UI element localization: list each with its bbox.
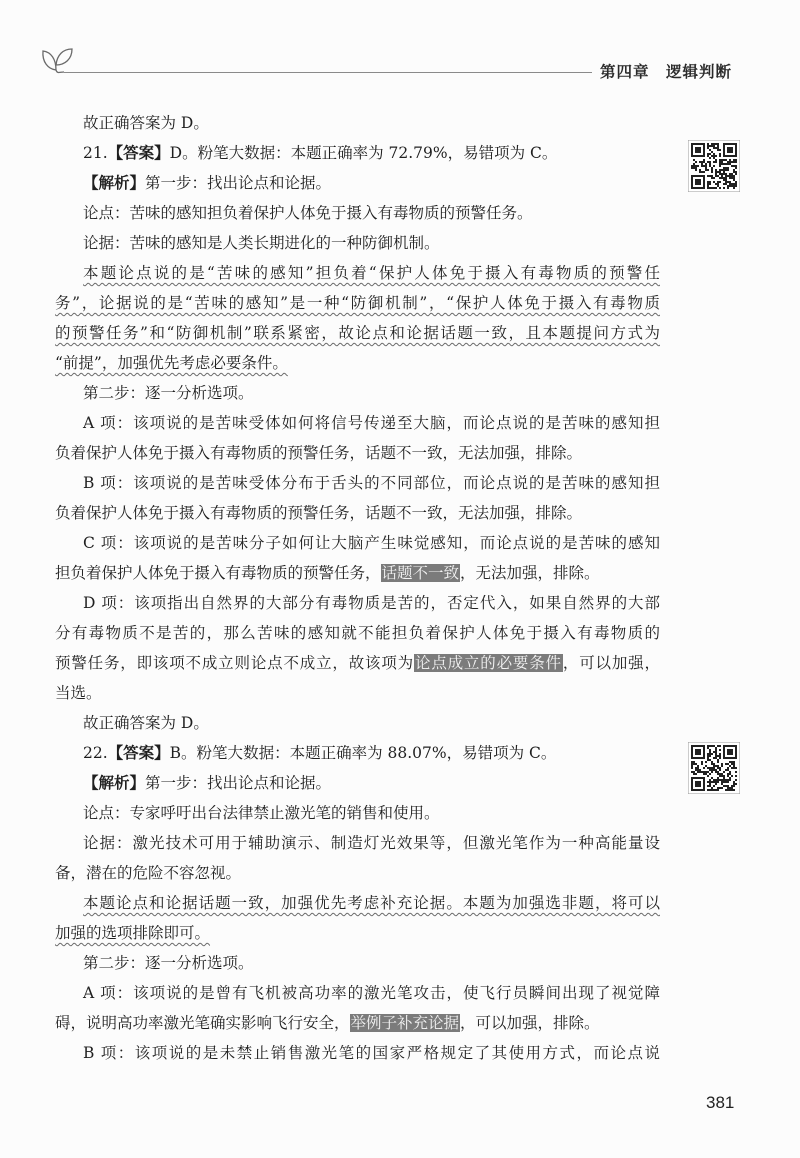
q22-summary-line bbox=[55, 888, 660, 918]
q21-answer-line bbox=[55, 138, 660, 168]
q22-answer-text: B。粉笔大数据：本题正确率为 88.07%，易错项为 C。 bbox=[169, 744, 557, 762]
q22-summary-line bbox=[55, 918, 660, 948]
q21-summary-text: 本题论点说的是“苦味的感知”担负着“保护人体免于摄入有毒物质的预警任 bbox=[83, 264, 660, 282]
q21-option-d-line bbox=[55, 648, 660, 678]
q22-option-a-text: ，可以加强，排除。 bbox=[460, 1014, 600, 1032]
q22-step2: 第二步：逐一分析选项。 bbox=[83, 954, 254, 972]
q22-step1: 第一步：找出论点和论据。 bbox=[145, 774, 332, 792]
q21-option-d-line: D 项：该项指出自然界的大部分有毒物质是苦的，否定代入，如果自然界的大部 bbox=[83, 594, 660, 612]
q21-option-b-line: 负着保护人体免于摄入有毒物质的预警任务，话题不一致，无法加强，排除。 bbox=[55, 504, 583, 522]
q21-argument: 论点：苦味的感知担负着保护人体免于摄入有毒物质的预警任务。 bbox=[83, 204, 533, 222]
q21-option-d-text: 预警任务，即该项不成立则论点不成立，故该项为 bbox=[55, 654, 415, 672]
q22-evidence-line: 备，潜在的危险不容忽视。 bbox=[55, 864, 242, 882]
q21-option-c-text: ，无法加强，排除。 bbox=[460, 564, 600, 582]
analysis-label: 【解析】 bbox=[83, 173, 146, 192]
prev-conclusion: 故正确答案为 D。 bbox=[83, 114, 209, 132]
q21-option-c-text: 担负着保护人体免于摄入有毒物质的预警任务， bbox=[55, 564, 381, 582]
q21-option-d-line: 当选。 bbox=[55, 684, 102, 702]
sprout-icon bbox=[36, 40, 76, 80]
body-text bbox=[55, 108, 660, 1068]
q21-summary-line bbox=[55, 318, 660, 348]
answer-label: 【答案】 bbox=[107, 143, 170, 162]
qr-code bbox=[688, 140, 740, 192]
highlight-mark: 话题不一致 bbox=[381, 564, 460, 582]
q21-step1: 第一步：找出论点和论据。 bbox=[145, 174, 332, 192]
q21-option-d-line: 分有毒物质不是苦的，那么苦味的感知就不能担负着保护人体免于摄入有毒物质的 bbox=[55, 624, 660, 642]
chapter-title: 第四章 逻辑判断 bbox=[600, 63, 733, 81]
qr-code bbox=[688, 742, 740, 794]
q21-option-a-line: 负着保护人体免于摄入有毒物质的预警任务，话题不一致，无法加强，排除。 bbox=[55, 444, 583, 462]
q21-conclusion: 故正确答案为 D。 bbox=[83, 714, 209, 732]
q22-summary-text: 加强的选项排除即可。 bbox=[55, 924, 211, 942]
q22-option-a-line: A 项：该项说的是曾有飞机被高功率的激光笔攻击，使飞行员瞬间出现了视觉障 bbox=[83, 984, 660, 1002]
q21-summary-text: “前提”，加强优先考虑必要条件。 bbox=[55, 354, 288, 372]
analysis-label: 【解析】 bbox=[83, 773, 146, 792]
q21-step2: 第二步：逐一分析选项。 bbox=[83, 384, 254, 402]
q21-summary-text: 的预警任务”和“防御机制”联系紧密，故论点和论据话题一致，且本题提问方式为 bbox=[55, 324, 660, 342]
q21-summary-text: 务”，论据说的是“苦味的感知”是一种“防御机制”，“保护人体免于摄入有毒物质 bbox=[55, 294, 660, 312]
q21-summary-line bbox=[55, 348, 660, 378]
highlight-mark: 论点成立的必要条件 bbox=[415, 654, 562, 672]
q22-summary-text: 本题论点和论据话题一致，加强优先考虑补充论据。本题为加强选非题，将可以 bbox=[83, 894, 660, 912]
highlight-mark: 举例子补充论据 bbox=[350, 1014, 460, 1032]
q21-option-b-line: B 项：该项说的是苦味受体分布于舌头的不同部位，而论点说的是苦味的感知担 bbox=[83, 474, 660, 492]
q22-option-b-line: B 项：该项说的是未禁止销售激光笔的国家严格规定了其使用方式，而论点说 bbox=[83, 1044, 660, 1062]
q22-argument: 论点：专家呼吁出台法律禁止激光笔的销售和使用。 bbox=[83, 804, 440, 822]
header-rule bbox=[64, 72, 592, 73]
q22-evidence-line: 论据：激光技术可用于辅助演示、制造灯光效果等，但激光笔作为一种高能量设 bbox=[83, 834, 660, 852]
q21-summary-line bbox=[55, 288, 660, 318]
q22-number: 22. bbox=[83, 744, 108, 762]
q22-analysis-line bbox=[55, 768, 660, 798]
q21-analysis-line bbox=[55, 168, 660, 198]
q21-evidence: 论据：苦味的感知是人类长期进化的一种防御机制。 bbox=[83, 234, 440, 252]
q22-answer-line bbox=[55, 738, 660, 768]
page-number: 381 bbox=[706, 1093, 735, 1112]
q21-number: 21. bbox=[83, 144, 108, 162]
q21-option-a-line: A 项：该项说的是苦味受体如何将信号传递至大脑，而论点说的是苦味的感知担 bbox=[83, 414, 660, 432]
q21-answer-text: D。粉笔大数据：本题正确率为 72.79%，易错项为 C。 bbox=[169, 144, 558, 162]
q21-summary-line bbox=[55, 258, 660, 288]
q21-option-d-text: ，可以加强， bbox=[562, 654, 660, 672]
q21-option-c-line: C 项：该项说的是苦味分子如何让大脑产生味觉感知，而论点说的是苦味的感知 bbox=[83, 534, 660, 552]
q22-option-a-text: 碍，说明高功率激光笔确实影响飞行安全， bbox=[55, 1014, 350, 1032]
q22-option-a-line bbox=[55, 1008, 660, 1038]
q21-option-c-line bbox=[55, 558, 660, 588]
answer-label: 【答案】 bbox=[107, 743, 170, 762]
